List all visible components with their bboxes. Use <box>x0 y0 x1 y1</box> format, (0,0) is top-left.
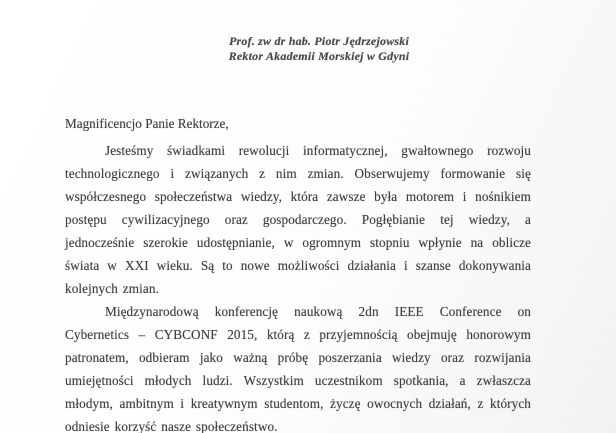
paragraph-1: Jesteśmy świadkami rewolucji informatycznej, gwałtownego rozwoju technologicznego i związanych z nim zmian. Obserwujemy formowanie się współczesnego społeczeństwa wiedzy, która zawsze była motorem i nośnikiem postępu cywilizacyjnego oraz gospodarczego. Pogłębianie tej wiedzy, a jednocześnie szerokie udostępnianie, w ogromnym stopniu wpłynie na oblicze świata w XXI wieku. Są to nowe możliwości działania i szanse dokonywania kolejnych zmian. <box>65 143 531 296</box>
paragraph-2: Międzynarodową konferencję naukową 2dn IEEE Conference on Cybernetics – CYBCONF 2015, którą z przyjemnością obejmuję honorowym patronatem, odbieram jako ważną próbę poszerzania wiedzy oraz rozwijania umiejętności młodych ludzi. Wszystkim uczestnikom spotkania, a zwłaszcza młodym, ambitnym i kreatywnym studentom, życzę owocnych działań, z których odniesie korzyść nasze społeczeństwo. <box>65 304 531 433</box>
letterhead-title: Rektor Akademii Morskiej w Gdyni <box>228 49 410 63</box>
letterhead <box>11 34 616 64</box>
letterhead-name: Prof. zw dr hab. Piotr Jędrzejowski <box>228 34 409 48</box>
salutation: Magnificencjo Panie Rektorze, <box>65 116 229 131</box>
letter-body <box>65 112 531 433</box>
